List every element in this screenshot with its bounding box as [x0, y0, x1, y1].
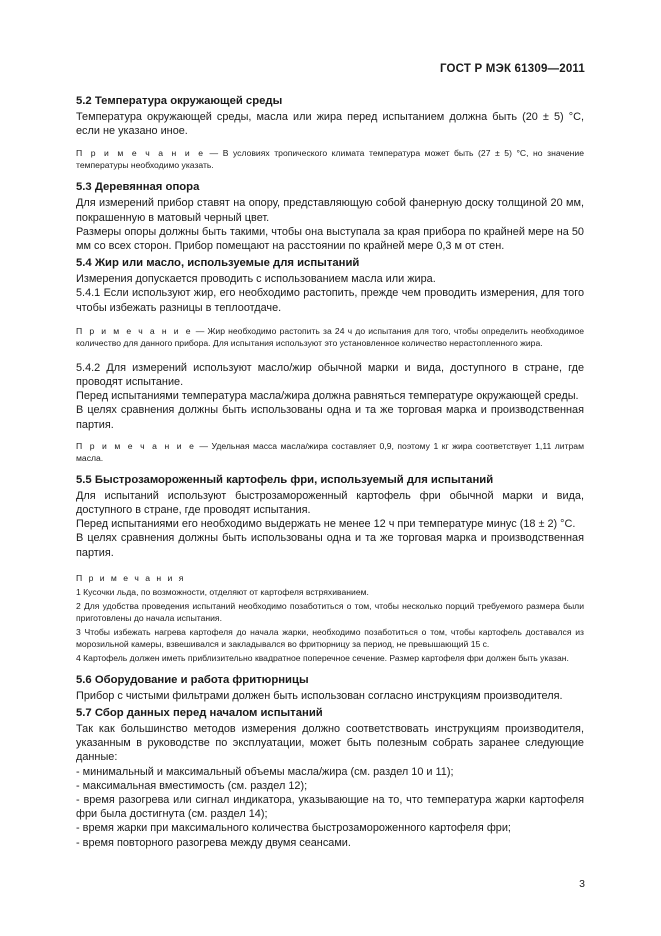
section-5-6-paragraph: Прибор с чистыми фильтрами должен быть использован согласно инструкциям производителя.	[76, 689, 563, 702]
standard-code-header: ГОСТ Р МЭК 61309—2011	[439, 63, 585, 75]
section-5-3-paragraph-1: Для измерений прибор ставят на опору, представляющую собой фанерную доску толщиной 20 мм, покрашенную в матовый черный цвет.	[76, 197, 584, 224]
section-5-4-note-2: П р и м е ч а н и е — Удельная масса масла/жира составляет 0,9, поэтому 1 кг жира соответствует 1,11 литрам масла.	[76, 440, 584, 463]
section-5-5-note-2: 2 Для удобства проведения испытаний необходимо позаботиться о том, чтобы несколько порций требуемого размера были приготовлены до начала испытания.	[76, 600, 584, 623]
data-collection-list	[76, 765, 584, 850]
list-item: - максимальная вместимость (см. раздел 12);	[76, 779, 308, 792]
section-5-5-heading: 5.5 Быстрозамороженный картофель фри, используемый для испытаний	[76, 473, 494, 486]
section-5-4-paragraph-5: В целях сравнения должны быть использованы одна и та же торговая марка и производственная партия.	[76, 404, 584, 431]
page-number: 3	[579, 878, 585, 890]
section-5-5-paragraph-1: Для испытаний используют быстрозамороженный картофель фри обычной марки и вида, доступного в стране, где проводят испытания.	[76, 489, 584, 517]
section-5-4-2-paragraph: 5.4.2 Для измерений используют масло/жир обычной марки и вида, доступного в стране, где проводят испытание.	[76, 361, 584, 389]
section-5-4-heading: 5.4 Жир или масло, используемые для испытаний	[76, 257, 360, 270]
section-5-5-note-4: 4 Картофель должен иметь приблизительно квадратное поперечное сечение. Размер картофеля фри должен быть указан.	[76, 652, 569, 663]
section-5-2-paragraph: Температура окружающей среды, масла или жира перед испытанием должна быть (20 ± 5) °С, если не указано иное.	[76, 111, 584, 138]
list-item: - время жарки при максимального количества быстрозамороженного картофеля фри;	[76, 822, 511, 835]
section-5-7-paragraph: Так как большинство методов измерения должно соответствовать инструкциям производителя, указанным в руководстве по эксплуатации, может быть полезным собрать заранее следующие данные:	[76, 723, 584, 764]
section-5-3-heading: 5.3 Деревянная опора	[76, 181, 200, 194]
section-5-3-paragraph-2: Размеры опоры должны быть такими, чтобы она выступала за края прибора по крайней мере на 50 мм со всех сторон. Прибор помещают на расстоянии по крайней мере 0,3 м от стен.	[76, 225, 584, 253]
section-5-4-paragraph-4: Перед испытаниями температура масла/жира должна равняться температуре окружающей среды.	[76, 390, 579, 403]
section-5-5-note-3: 3 Чтобы избежать нагрева картофеля до начала жарки, необходимо позаботиться о том, чтобы картофель доставался из морозильной камеры, взвешивался и закладывался во фритюрницу за период, не превышающий 15 с.	[76, 626, 584, 649]
section-5-4-note-1: П р и м е ч а н и е — Жир необходимо растопить за 24 ч до испытания для того, чтобы определить необходимое количество для данного прибора. Для испытания используют это установленное количество нерастопленного жира.	[76, 325, 585, 348]
section-5-4-1-paragraph: 5.4.1 Если используют жир, его необходимо растопить, прежде чем проводить измерения, для того чтобы избежать разницы в теплоотдаче.	[76, 287, 584, 314]
list-item: - время разогрева или сигнал индикатора, указывающие на то, что температура жарки картофеля фри была достигнута (см. раздел 14);	[76, 794, 584, 821]
list-item: - минимальный и максимальный объемы масла/жира (см. раздел 10 и 11);	[76, 765, 454, 778]
section-5-2-note: П р и м е ч а н и е — В условиях тропического климата температура может быть (27 ± 5) °С, но значение температуры необходимо указать.	[76, 148, 584, 171]
section-5-4-paragraph-1: Измерения допускается проводить с использованием масла или жира.	[76, 273, 436, 286]
section-5-6-heading: 5.6 Оборудование и работа фритюрницы	[76, 673, 309, 686]
section-5-5-notes-label: П р и м е ч а н и я	[76, 572, 186, 583]
section-5-2-heading: 5.2 Температура окружающей среды	[76, 95, 283, 107]
section-5-5-paragraph-3: В целях сравнения должны быть использованы одна и та же торговая марка и производственная партия.	[76, 532, 584, 559]
section-5-5-note-1: 1 Кусочки льда, по возможности, отделяют от картофеля встряхиванием.	[76, 586, 369, 597]
list-item: - время повторного разогрева между двумя сеансами.	[76, 836, 351, 849]
document-body	[76, 92, 584, 850]
section-5-5-paragraph-2: Перед испытаниями его необходимо выдержать не менее 12 ч при температуре минус (18 ± 2) °С.	[76, 518, 576, 531]
section-5-7-heading: 5.7 Сбор данных перед началом испытаний	[76, 707, 323, 720]
